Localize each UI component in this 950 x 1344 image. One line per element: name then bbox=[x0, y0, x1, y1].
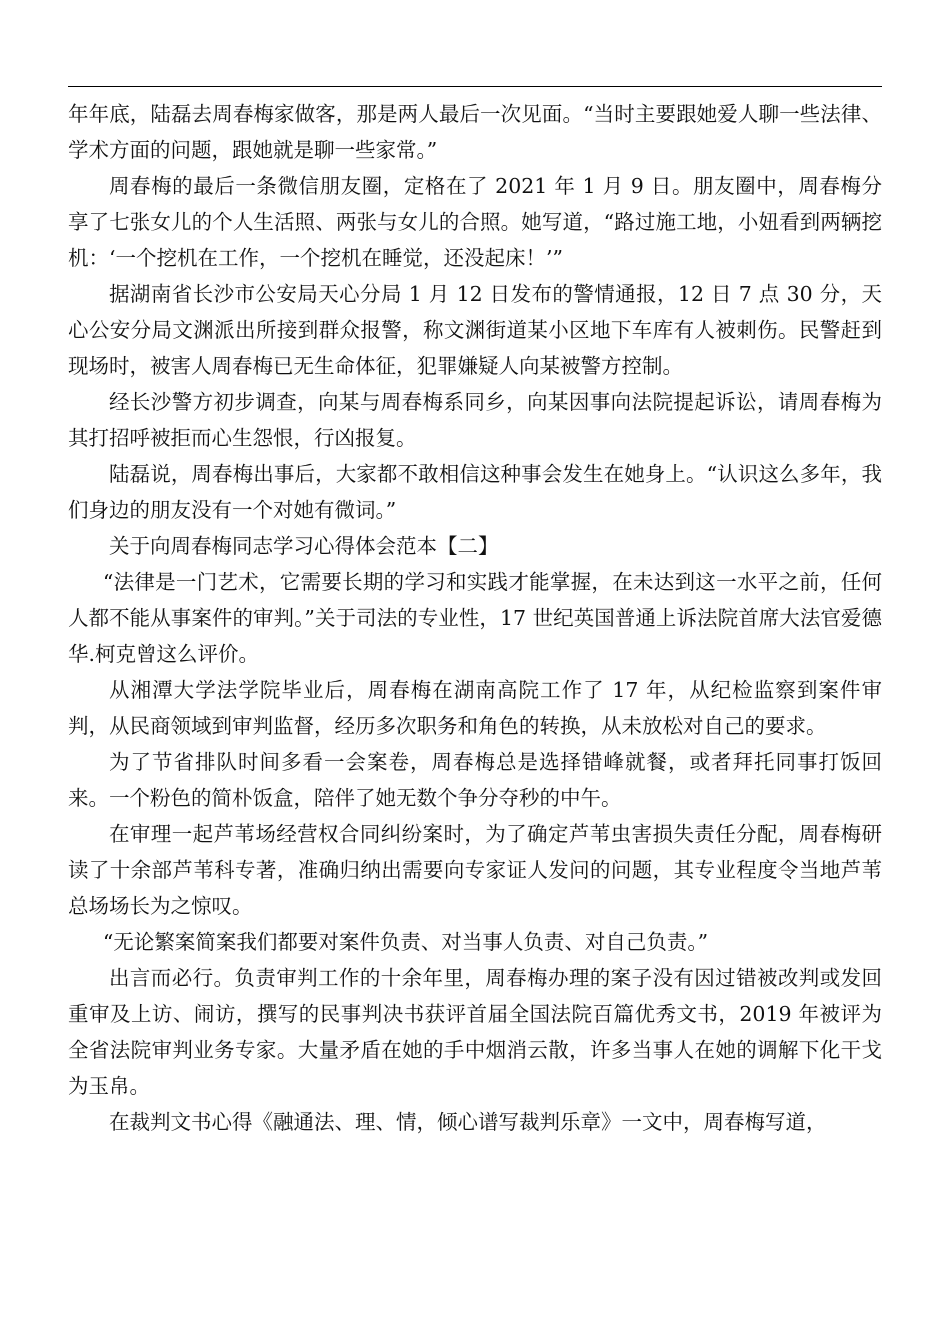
paragraph: “无论繁案简案我们都要对案件负责、对当事人负责、对自己负责。” bbox=[102, 930, 709, 954]
header-rule bbox=[68, 86, 882, 87]
document-body bbox=[68, 96, 882, 1140]
paragraph: 年年底，陆磊去周春梅家做客，那是两人最后一次见面。“当时主要跟她爱人聊一些法律、学术方面的问题，跟她就是聊一些家常。” bbox=[68, 102, 882, 162]
paragraph: 经长沙警方初步调查，向某与周春梅系同乡，向某因事向法院提起诉讼，请周春梅为其打招呼被拒而心生怨恨，行凶报复。 bbox=[68, 390, 882, 450]
paragraph: 据湖南省长沙市公安局天心分局 1 月 12 日发布的警情通报，12 日 7 点 30 分，天心公安分局文渊派出所接到群众报警，称文渊街道某小区地下车库有人被刺伤。民警赶到现场时，被害人周春梅已无生命体征，犯罪嫌疑人向某被警方控制。 bbox=[68, 282, 882, 378]
paragraph: 为了节省排队时间多看一会案卷，周春梅总是选择错峰就餐，或者拜托同事打饭回来。一个粉色的简朴饭盒，陪伴了她无数个争分夺秒的中午。 bbox=[68, 750, 882, 810]
paragraph: 陆磊说，周春梅出事后，大家都不敢相信这种事会发生在她身上。“认识这么多年，我们身边的朋友没有一个对她有微词。” bbox=[68, 462, 882, 522]
paragraph: 周春梅的最后一条微信朋友圈，定格在了 2021 年 1 月 9 日。朋友圈中，周春梅分享了七张女儿的个人生活照、两张与女儿的合照。她写道，“路过施工地，小妞看到两辆挖机：‘一个挖机在工作，一个挖机在睡觉，还没起床！’” bbox=[68, 174, 882, 270]
paragraph: 在审理一起芦苇场经营权合同纠纷案时，为了确定芦苇虫害损失责任分配，周春梅研读了十余部芦苇科专著，准确归纳出需要向专家证人发问的问题，其专业程度令当地芦苇总场场长为之惊叹。 bbox=[68, 822, 882, 918]
paragraph: 出言而必行。负责审判工作的十余年里，周春梅办理的案子没有因过错被改判或发回重审及上访、闹访，撰写的民事判决书获评首届全国法院百篇优秀文书，2019 年被评为全省法院审判业务专家。大量矛盾在她的手中烟消云散，许多当事人在她的调解下化干戈为玉帛。 bbox=[68, 966, 882, 1098]
paragraph: “法律是一门艺术，它需要长期的学习和实践才能掌握，在未达到这一水平之前，任何人都不能从事案件的审判。”关于司法的专业性，17 世纪英国普通上诉法院首席大法官爱德华.柯克曾这么评价。 bbox=[68, 570, 882, 666]
paragraph: 在裁判文书心得《融通法、理、情，倾心谱写裁判乐章》一文中，周春梅写道， bbox=[109, 1110, 827, 1134]
section-heading: 关于向周春梅同志学习心得体会范本【二】 bbox=[109, 534, 499, 558]
paragraph: 从湘潭大学法学院毕业后，周春梅在湖南高院工作了 17 年，从纪检监察到案件审判，从民商领域到审判监督，经历多次职务和角色的转换，从未放松对自己的要求。 bbox=[68, 678, 882, 738]
